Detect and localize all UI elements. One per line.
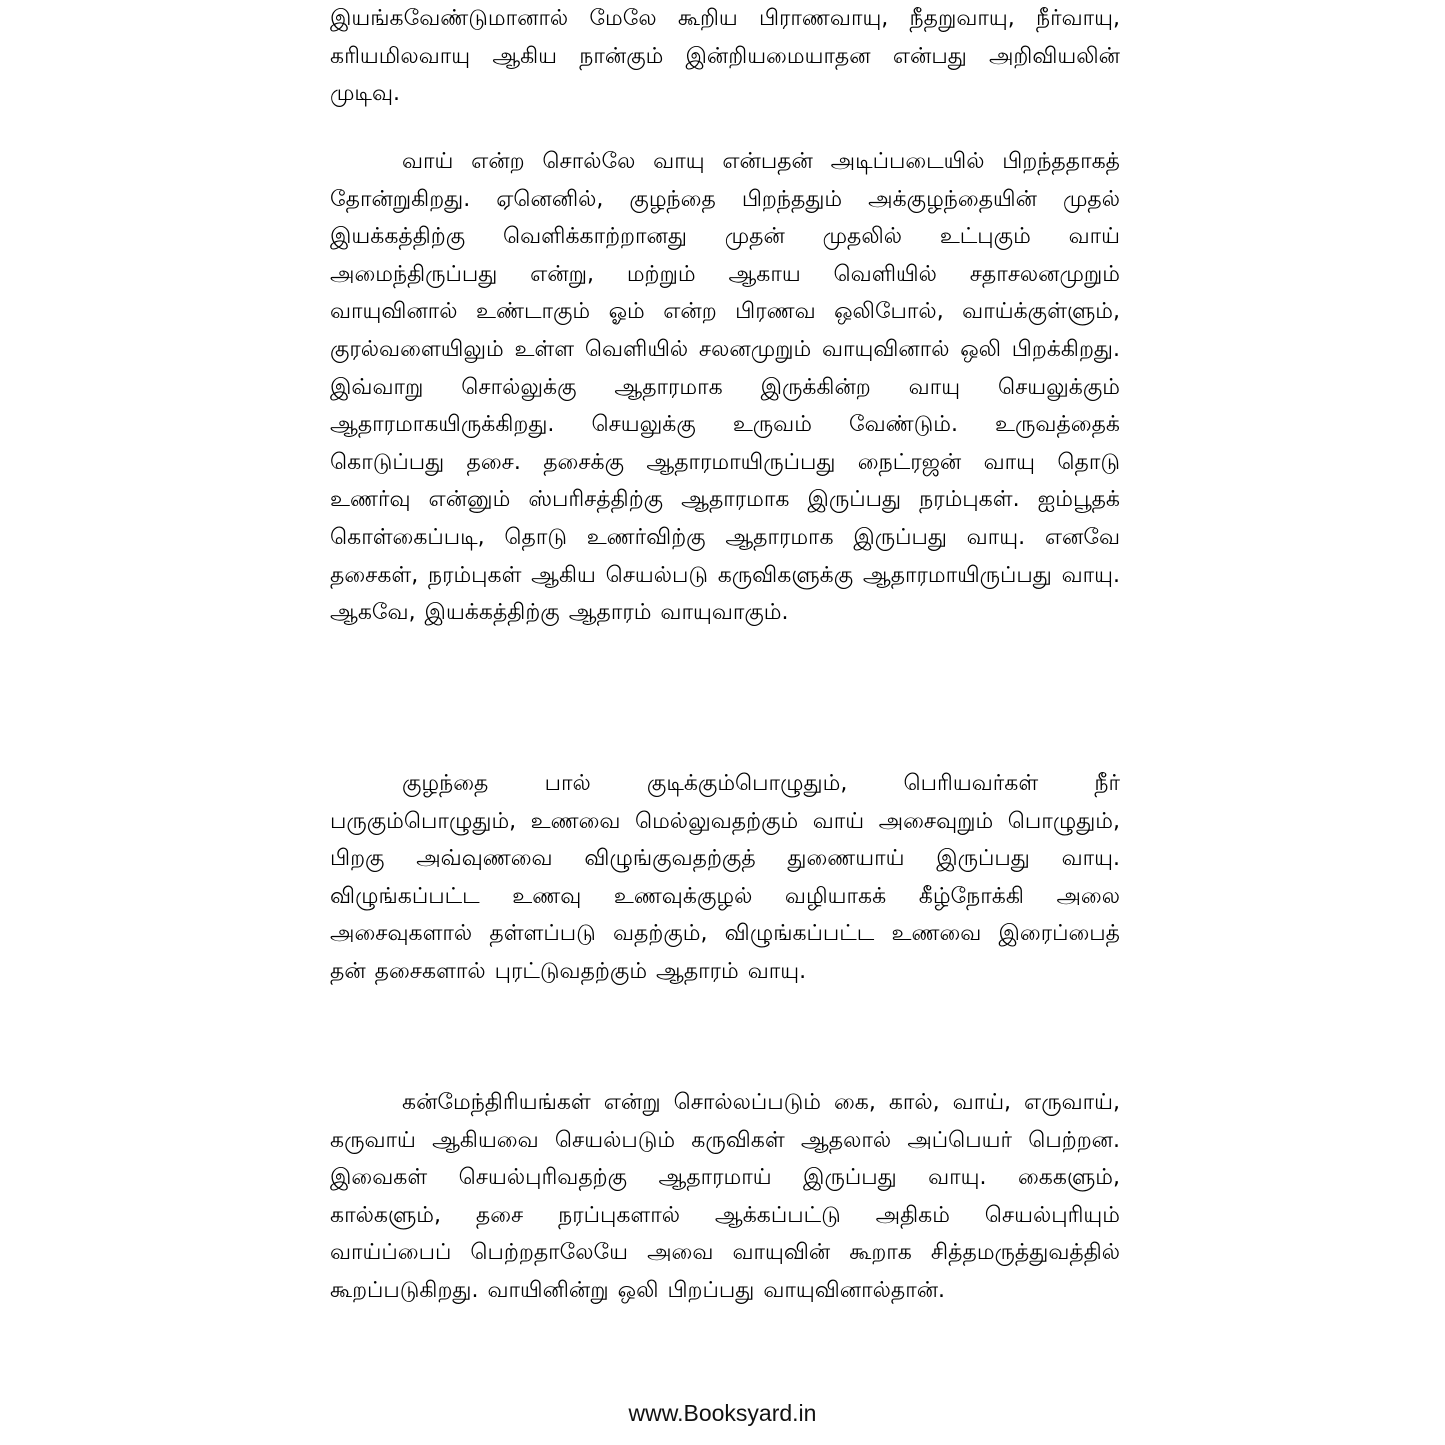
footer-website: www.Booksyard.in bbox=[628, 1400, 817, 1426]
paragraph-2: வாய் என்ற சொல்லே வாயு என்பதன் அடிப்படையில் பிறந்ததாகத் தோன்றுகிறது. ஏனெனில், குழந்தை பிறந்ததும் அக்குழந்தையின் முதல் இயக்கத்திற்கு வெளிக்காற்றானது முதன் முதலில் உட்புகும் வாய் அமைந்திருப்பது என்று, மற்றும் ஆகாய வெளியில் சதாசலனமுறும் வாயுவினால் உண்டாகும் ஓம் என்ற பிரணவ ஒலிபோல், வாய்க்குள்ளும், குரல்வளையிலும் உள்ள வெளியில் சலனமுறும் வாயுவினால் ஒலி பிறக்கிறது. இவ்வாறு சொல்லுக்கு ஆதாரமாக இருக்கின்ற வாயு செயலுக்கும் ஆதாரமாகயிருக்கிறது. செயலுக்கு உருவம் வேண்டும். உருவத்தைக் கொடுப்பது தசை. தசைக்கு ஆதாரமாயிருப்பது நைட்ரஜன் வாயு தொடு உணர்வு என்னும் ஸ்பரிசத்திற்கு ஆதாரமாக இருப்பது நரம்புகள். ஐம்பூதக் கொள்கைப்படி, தொடு உணர்விற்கு ஆதாரமாக இருப்பது வாயு. எனவே தசைகள், நரம்புகள் ஆகிய செயல்படு கருவிகளுக்கு ஆதாரமாயிருப்பது வாயு. ஆகவே, இயக்கத்திற்கு ஆதாரம் வாயுவாகும். bbox=[330, 149, 1120, 626]
paragraph-4: கன்மேந்திரியங்கள் என்று சொல்லப்படும் கை, கால், வாய், எருவாய், கருவாய் ஆகியவை செயல்படும் கருவிகள் ஆதலால் அப்பெயர் பெற்றன. இவைகள் செயல்புரிவதற்கு ஆதாரமாய் இருப்பது வாயு. கைகளும், கால்களும், தசை நரப்புகளால் ஆக்கப்பட்டு அதிகம் செயல்புரியும் வாய்ப்பைப் பெற்றதாலேயே அவை வாயுவின் கூறாக சித்தமருத்துவத்தில் கூறப்படுகிறது. வாயினின்று ஒலி பிறப்பது வாயுவினால்தான். bbox=[330, 1090, 1120, 1303]
paragraph-3: குழந்தை பால் குடிக்கும்பொழுதும், பெரியவர்கள் நீர் பருகும்பொழுதும், உணவை மெல்லுவதற்கும் வாய் அசைவுறும் பொழுதும், பிறகு அவ்வுணவை விழுங்குவதற்குத் துணையாய் இருப்பது வாயு. விழுங்கப்பட்ட உணவு உணவுக்குழல் வழியாகக் கீழ்நோக்கி அலை அசைவுகளால் தள்ளப்படு வதற்கும், விழுங்கப்பட்ட உணவை இரைப்பைத் தன் தசைகளால் புரட்டுவதற்கும் ஆதாரம் வாயு. bbox=[330, 771, 1120, 984]
paragraph-1: இயங்கவேண்டுமானால் மேலே கூறிய பிராணவாயு, நீதறுவாயு, நீர்வாயு, கரியமிலவாயு ஆகிய நான்கும் இன்றியமையாதன என்பது அறிவியலின் முடிவு. bbox=[330, 6, 1120, 107]
